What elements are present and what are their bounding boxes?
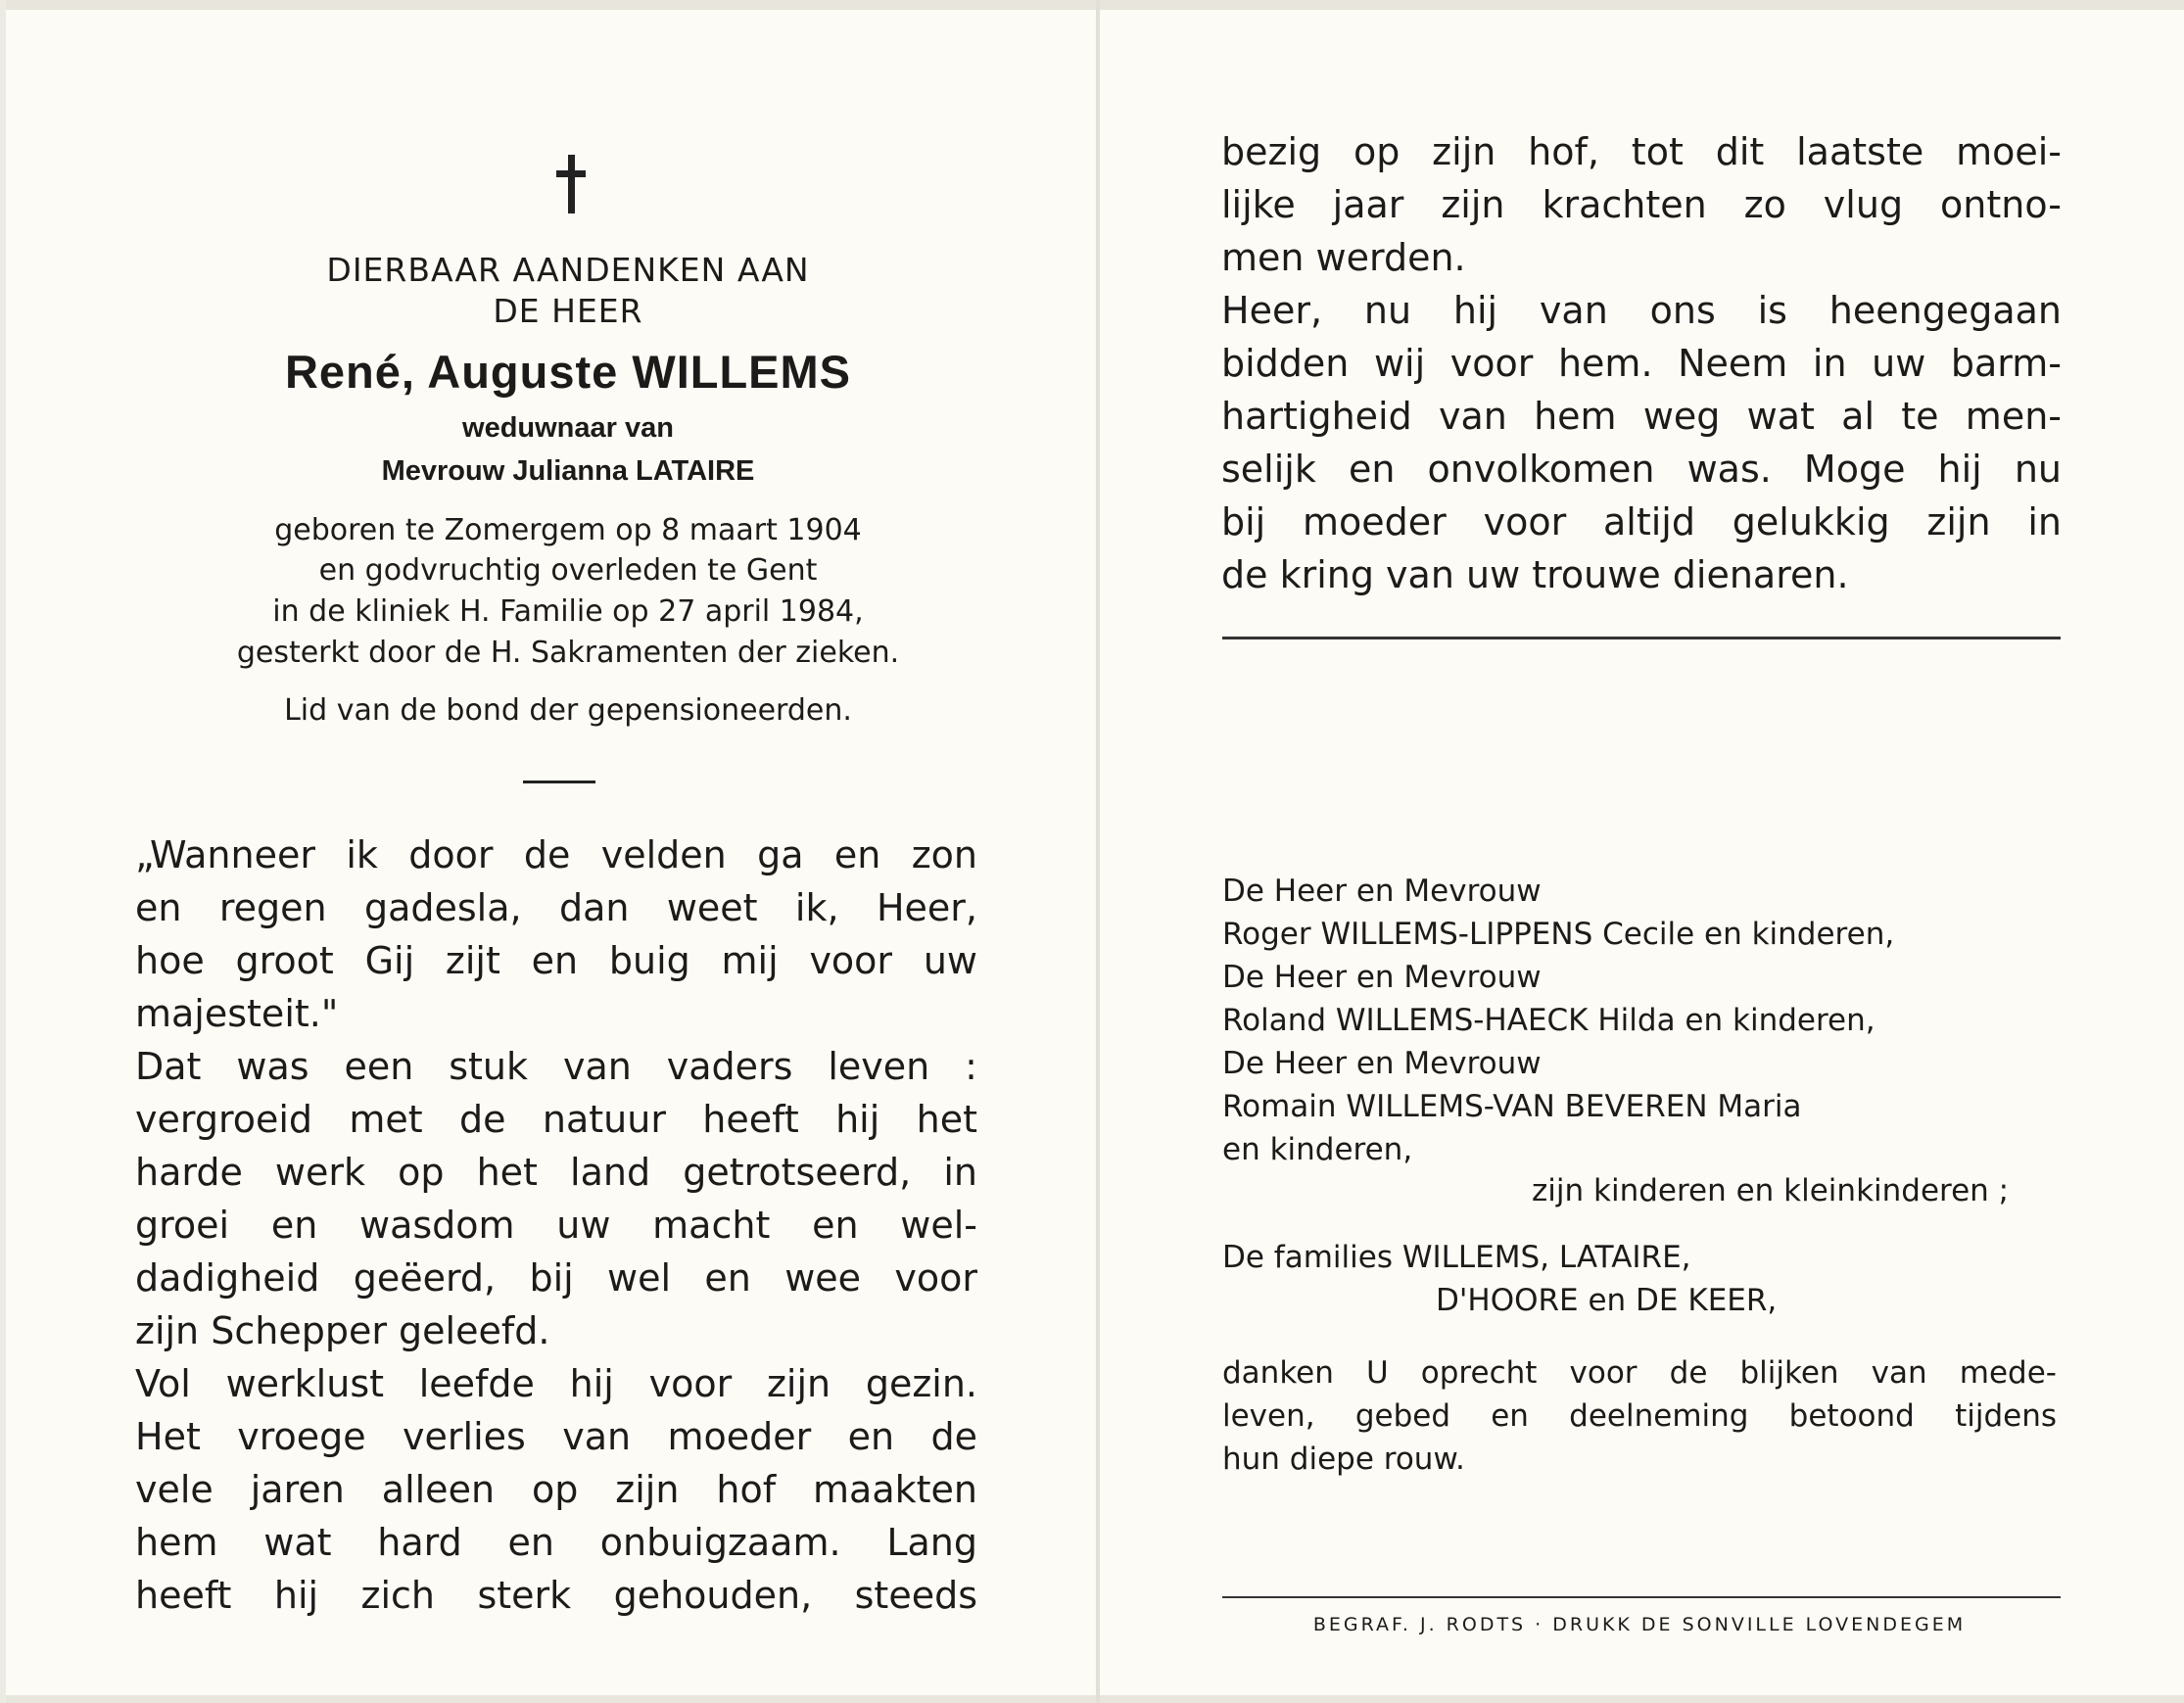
info-line: in de kliniek H. Familie op 27 april 1984, — [272, 594, 864, 629]
thanks-line: danken U oprecht voor de blijken van mede- — [1222, 1355, 2057, 1391]
families-line-2: D'HOORE en DE KEER, — [1436, 1283, 1778, 1318]
member-line: Lid van de bond der gepensioneerden. — [284, 693, 852, 728]
family-block — [1222, 870, 1894, 1171]
children-line: zijn kinderen en kleinkinderen ; — [1532, 1173, 2010, 1208]
family-line: Romain WILLEMS-VAN BEVEREN Maria — [1222, 1089, 1802, 1124]
text-line: Vol werklust leefde hij voor zijn gezin. — [135, 1362, 977, 1405]
text-line: Heer, nu hij van ons is heengegaan — [1221, 289, 2062, 332]
text-line: „Wanneer ik door de velden ga en zon — [135, 833, 977, 876]
text-line: hoe groot Gij zijt en buig mij voor uw — [135, 939, 977, 982]
widower-line-2: Mevrouw Julianna LATAIRE — [381, 455, 755, 487]
family-line: De Heer en Mevrouw — [1222, 1046, 1542, 1081]
text-line: vele jaren alleen op zijn hof maakten — [135, 1468, 977, 1511]
text-line: selijk en onvolkomen was. Moge hij nu — [1221, 448, 2062, 491]
families-line-1: De families WILLEMS, LATAIRE, — [1222, 1240, 1691, 1275]
cross-icon — [556, 155, 586, 213]
text-line: zijn Schepper geleefd. — [135, 1309, 550, 1352]
text-line: bij moeder voor altijd gelukkig zijn in — [1221, 500, 2062, 544]
right-text-block — [1221, 125, 2062, 601]
info-line: gesterkt door de H. Sakramenten der zieken. — [236, 636, 900, 670]
text-line: hartigheid van hem weg wat al te men- — [1221, 395, 2062, 438]
text-line: vergroeid met de natuur heeft hij het — [135, 1098, 977, 1141]
divider-dash — [523, 781, 595, 783]
info-line: geboren te Zomergem op 8 maart 1904 — [274, 513, 862, 547]
left-text-block — [135, 828, 977, 1622]
divider-rule — [1222, 637, 2061, 639]
text-line: groei en wasdom uw macht en wel- — [135, 1204, 977, 1247]
text-line: de kring van uw trouwe dienaren. — [1221, 553, 1849, 596]
text-line: Het vroege verlies van moeder en de — [135, 1415, 977, 1458]
text-line: men werden. — [1221, 236, 1466, 279]
text-line: Dat was een stuk van vaders leven : — [135, 1045, 977, 1088]
text-line: en regen gadesla, dan weet ik, Heer, — [135, 886, 977, 929]
family-line: De Heer en Mevrouw — [1222, 960, 1542, 995]
family-line: Roland WILLEMS-HAECK Hilda en kinderen, — [1222, 1003, 1875, 1038]
family-line: Roger WILLEMS-LIPPENS Cecile en kinderen, — [1222, 917, 1895, 952]
heading-line-2: DE HEER — [493, 292, 643, 330]
card-edge-left — [0, 0, 6, 1703]
printer-credit: BEGRAF. J. RODTS · DRUKK DE SONVILLE LOVENDEGEM — [1312, 1614, 1967, 1635]
text-line: dadigheid geëerd, bij wel en wee voor — [135, 1256, 977, 1300]
info-line: en godvruchtig overleden te Gent — [318, 553, 818, 588]
text-line: bezig op zijn hof, tot dit laatste moei- — [1221, 130, 2062, 173]
card-fold — [1096, 0, 1100, 1703]
text-line: harde werk op het land getrotseerd, in — [135, 1151, 977, 1194]
thanks-line: hun diepe rouw. — [1222, 1442, 1465, 1477]
text-line: heeft hij zich sterk gehouden, steeds — [135, 1574, 977, 1617]
widower-line-1: weduwnaar van — [462, 412, 674, 444]
text-line: bidden wij voor hem. Neem in uw barm- — [1221, 342, 2062, 385]
text-line: lijke jaar zijn krachten zo vlug ontno- — [1221, 183, 2062, 226]
heading-line-1: DIERBAAR AANDENKEN AAN — [326, 251, 810, 289]
thanks-line: leven, gebed en deelneming betoond tijdens — [1222, 1398, 2057, 1434]
family-line: en kinderen, — [1222, 1132, 1413, 1167]
deceased-name: René, Auguste WILLEMS — [284, 346, 852, 398]
text-line: hem wat hard en onbuigzaam. Lang — [135, 1521, 977, 1564]
text-line: majesteit." — [135, 992, 339, 1035]
card-edge-top — [0, 0, 2184, 10]
card-edge-bottom — [0, 1695, 2184, 1703]
printer-rule — [1222, 1596, 2061, 1598]
family-line: De Heer en Mevrouw — [1222, 874, 1542, 909]
thanks-block — [1222, 1351, 2057, 1481]
